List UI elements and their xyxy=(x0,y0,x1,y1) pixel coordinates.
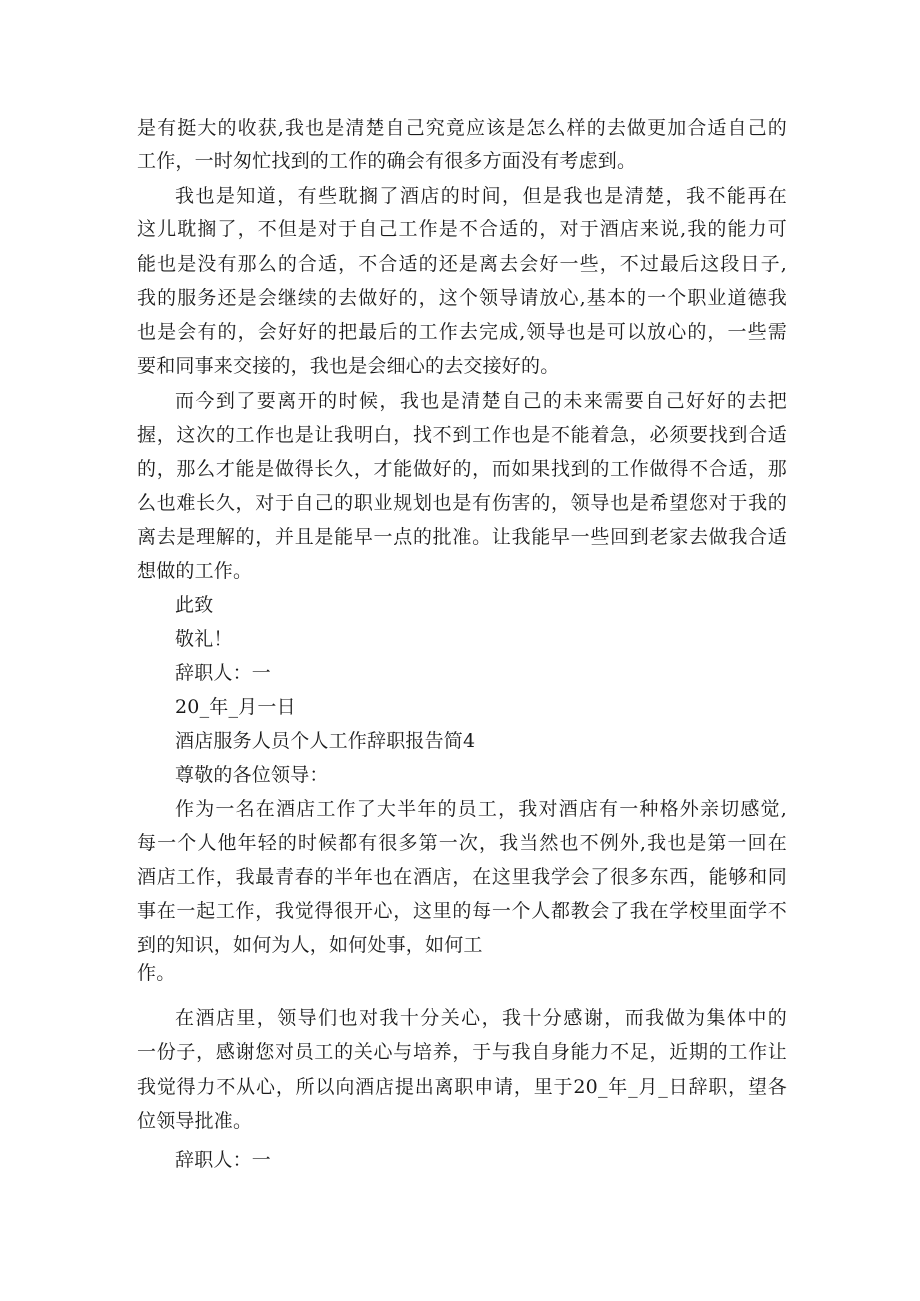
paragraph-line: 想做的工作。 xyxy=(137,560,253,582)
paragraph-line: 离去是理解的，并且是能早一点的批准。让我能早一些回到老家去做我合适 xyxy=(137,526,787,548)
paragraph-line: 在酒店里，领导们也对我十分关心，我十分感谢，而我做为集体中的 xyxy=(175,1007,787,1029)
paragraph-line: 酒店工作，我最青春的半年也在酒店，在这里我学会了很多东西，能够和同 xyxy=(137,866,787,888)
paragraph-line: 每一个人他年轻的时候都有很多第一次，我当然也不例外,我也是第一回在 xyxy=(137,832,787,854)
paragraph-line: 这儿耽搁了，不但是对于自己工作是不合适的，对于酒店来说,我的能力可 xyxy=(137,218,787,240)
paragraph-line: 要和同事来交接的，我也是会细心的去交接好的。 xyxy=(137,355,560,377)
paragraph-line: 工作，一时匆忙找到的工作的确会有很多方面没有考虑到。 xyxy=(137,150,637,172)
date-line: 20_年_月一日 xyxy=(175,696,296,718)
paragraph-line: 我也是知道，有些耽搁了酒店的时间，但是我也是清楚，我不能再在 xyxy=(175,185,787,207)
salutation-line: 敬礼！ xyxy=(175,628,233,650)
greeting-line: 尊敬的各位领导： xyxy=(175,764,329,786)
paragraph-line: 到的知识，如何为人，如何处事，如何工 xyxy=(137,934,483,956)
paragraph-line: 的，那么才能是做得长久，才能做好的，而如果找到的工作做得不合适，那 xyxy=(137,458,787,480)
paragraph-line: 位领导批准。 xyxy=(137,1110,253,1132)
paragraph-line: 作。 xyxy=(137,962,176,984)
paragraph-line: 能也是没有那么的合适，不合适的还是离去会好一些，不过最后这段日子, xyxy=(137,253,787,275)
paragraph-line: 我觉得力不从心，所以向酒店提出离职申请，里于20_年_月_日辞职，望各 xyxy=(137,1076,787,1098)
paragraph-line: 也是会有的，会好好的把最后的工作去完成,领导也是可以放心的，一些需 xyxy=(137,321,787,343)
paragraph-line: 事在一起工作，我觉得很开心，这里的每一个人都教会了我在学校里面学不 xyxy=(137,900,787,922)
salutation-line: 此致 xyxy=(175,594,214,616)
paragraph-line: 是有挺大的收获,我也是清楚自己究竟应该是怎么样的去做更加合适自己的 xyxy=(137,117,787,139)
paragraph-line: 握，这次的工作也是让我明白，找不到工作也是不能着急，必须要找到合适 xyxy=(137,424,787,446)
paragraph-line: 我的服务还是会继续的去做好的，这个领导请放心,基本的一个职业道德我 xyxy=(137,287,787,309)
paragraph-line: 而今到了要离开的时候，我也是清楚自己的未来需要自己好好的去把 xyxy=(175,390,787,412)
resigner-line: 辞职人：一 xyxy=(175,662,272,684)
section-title: 酒店服务人员个人工作辞职报告简4 xyxy=(175,730,476,752)
paragraph-line: 么也难长久，对于自己的职业规划也是有伤害的，领导也是希望您对于我的 xyxy=(137,492,787,514)
paragraph-line: 作为一名在酒店工作了大半年的员工，我对酒店有一种格外亲切感觉, xyxy=(175,798,787,820)
resigner-line: 辞职人：一 xyxy=(175,1149,272,1171)
paragraph-line: 一份子，感谢您对员工的关心与培养，于与我自身能力不足，近期的工作让 xyxy=(137,1041,787,1063)
